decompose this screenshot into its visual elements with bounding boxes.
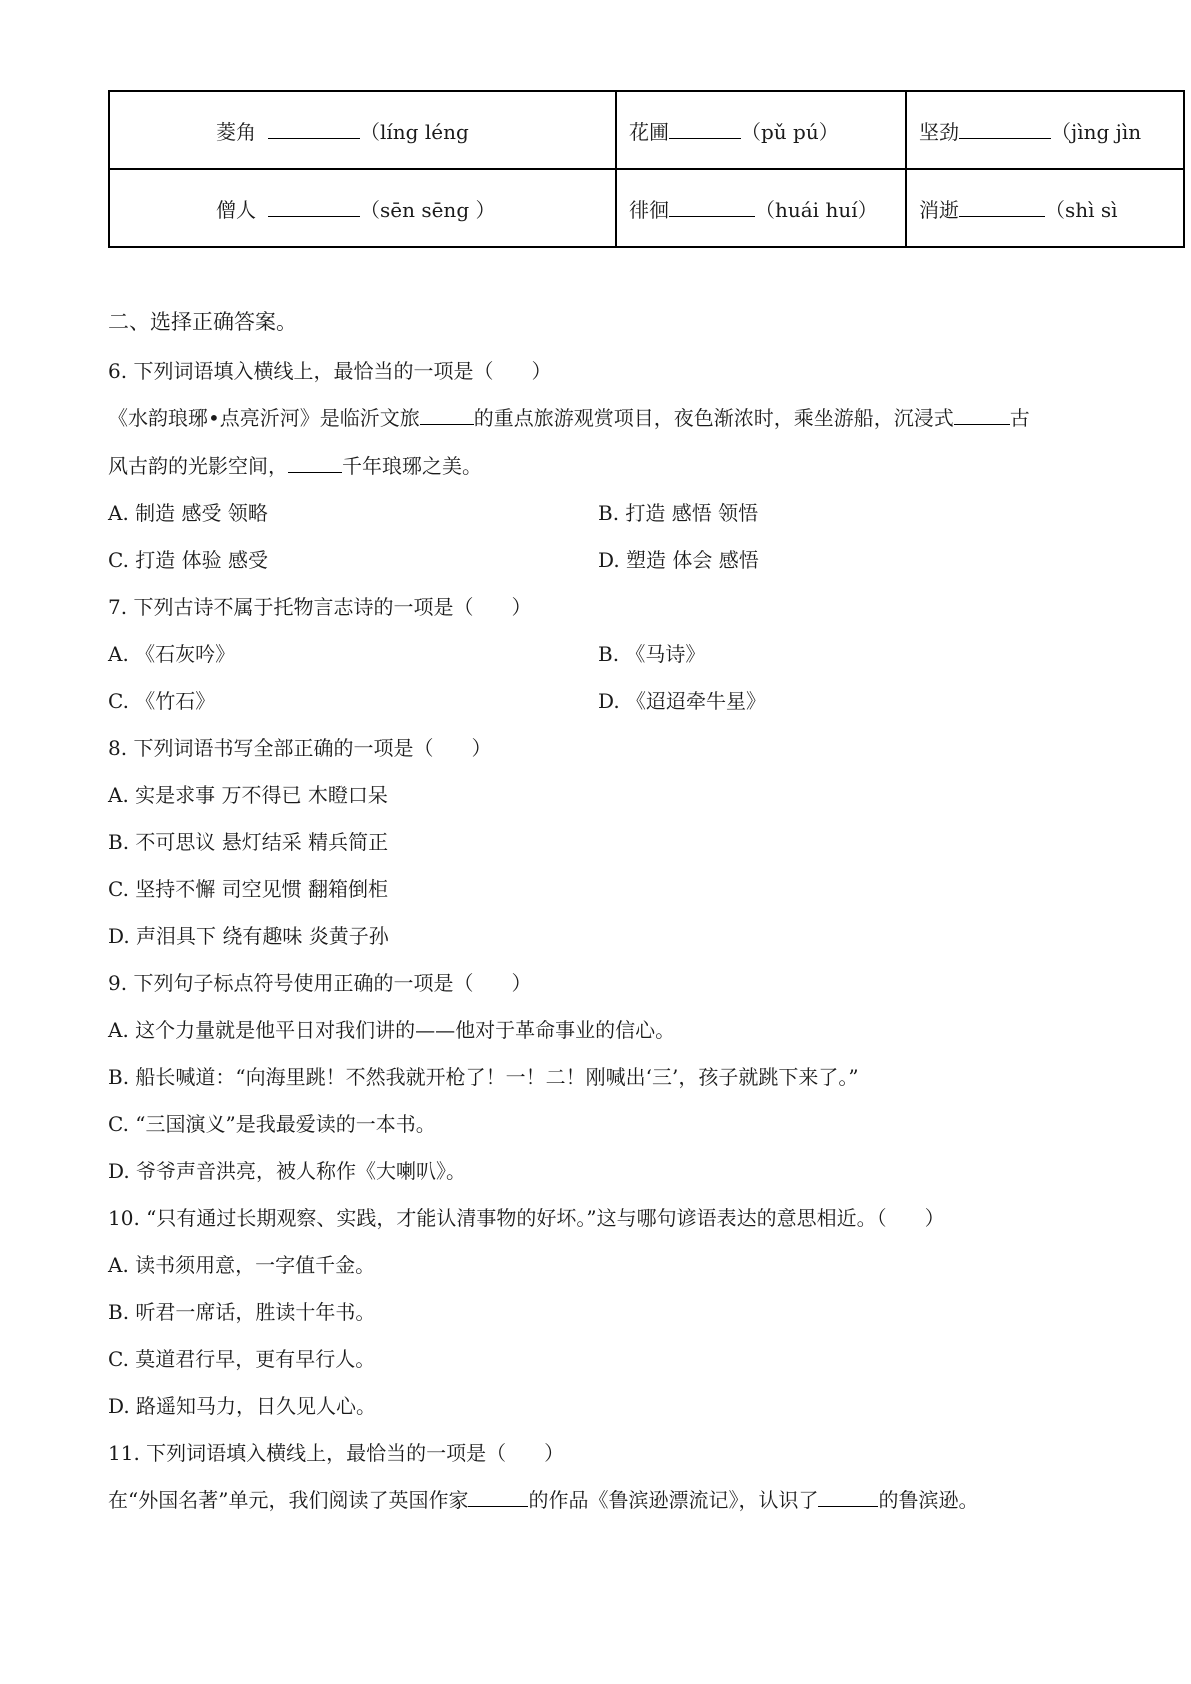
stem-close: ）: [511, 971, 532, 995]
stem-close: ）: [511, 595, 532, 619]
question-stem: [108, 593, 531, 621]
stem-close: ）: [544, 1441, 565, 1465]
question-stem: [108, 1439, 564, 1467]
answer-blank[interactable]: [468, 1488, 528, 1507]
option-b[interactable]: B. 《马诗》: [598, 642, 706, 666]
cell-pinyin: （huái huí）: [755, 197, 878, 222]
option-a[interactable]: A. 制造 感受 领略: [108, 501, 268, 525]
option-c[interactable]: C. 《竹石》: [108, 689, 216, 713]
table-cell: [906, 169, 1184, 247]
option-c[interactable]: C. 打造 体验 感受: [108, 548, 269, 572]
option-b[interactable]: B. 船长喊道：“向海里跳！不然我就开枪了！一！二！刚喊出‘三’，孩子就跳下来了。”: [108, 1065, 859, 1089]
passage-text: 风古韵的光影空间，: [108, 454, 288, 478]
passage-text: 的重点旅游观赏项目，夜色渐浓时，乘坐游船，沉浸式: [473, 406, 954, 430]
question-passage: [108, 1486, 978, 1514]
cell-pinyin: （sēn sēng ）: [360, 197, 496, 222]
stem-close: ）: [924, 1206, 945, 1230]
table-row: [109, 91, 1184, 169]
cell-pinyin: （líng léng: [360, 119, 469, 144]
option-a[interactable]: A. 读书须用意，一字值千金。: [108, 1253, 376, 1277]
table-cell: [616, 91, 906, 169]
answer-blank[interactable]: [954, 406, 1010, 425]
answer-blank[interactable]: [959, 200, 1045, 217]
cell-word: 僧人: [216, 197, 256, 222]
question-stem: [108, 734, 491, 762]
cell-pinyin: （pǔ pú）: [741, 119, 839, 144]
option-d[interactable]: D. 《迢迢牵牛星》: [598, 689, 767, 713]
stem-text: 7. 下列古诗不属于托物言志诗的一项是（: [108, 595, 474, 619]
stem-text: 11. 下列词语填入横线上，最恰当的一项是（: [108, 1441, 507, 1465]
table-cell: [616, 169, 906, 247]
answer-blank[interactable]: [420, 406, 474, 425]
option-d[interactable]: D. 路遥知马力，日久见人心。: [108, 1394, 377, 1418]
passage-text: 古: [1009, 406, 1030, 430]
table-cell: [109, 91, 616, 169]
option-c[interactable]: C. 坚持不懈 司空见惯 翻箱倒柜: [108, 877, 389, 901]
question-passage: [108, 404, 1030, 432]
option-a[interactable]: A. 《石灰吟》: [108, 642, 236, 666]
cell-pinyin: （jìng jìn: [1051, 119, 1142, 144]
pinyin-table: [108, 90, 1185, 248]
passage-text: 在“外国名著”单元，我们阅读了英国作家: [108, 1488, 469, 1512]
question-stem: [108, 969, 531, 997]
stem-text: 6. 下列词语填入横线上，最恰当的一项是（: [108, 359, 494, 383]
option-d[interactable]: D. 声泪具下 绕有趣味 炎黄子孙: [108, 924, 389, 948]
passage-text: 的作品《鲁滨逊漂流记》，认识了: [528, 1488, 819, 1512]
answer-blank[interactable]: [288, 454, 342, 473]
option-b[interactable]: B. 不可思议 悬灯结采 精兵简正: [108, 830, 389, 854]
answer-blank[interactable]: [669, 122, 741, 139]
table-cell: [906, 91, 1184, 169]
cell-word: 徘徊: [629, 197, 669, 222]
option-b[interactable]: B. 听君一席话，胜读十年书。: [108, 1300, 376, 1324]
cell-word: 菱角: [216, 119, 256, 144]
answer-blank[interactable]: [669, 200, 755, 217]
section-title: 二、选择正确答案。: [108, 310, 297, 334]
option-a[interactable]: A. 这个力量就是他平日对我们讲的——他对于革命事业的信心。: [108, 1018, 676, 1042]
stem-text: 8. 下列词语书写全部正确的一项是（: [108, 736, 434, 760]
stem-close: ）: [471, 736, 492, 760]
cell-pinyin: （shì sì: [1045, 197, 1118, 222]
stem-text: 9. 下列句子标点符号使用正确的一项是（: [108, 971, 474, 995]
question-stem: [108, 357, 551, 385]
cell-word: 坚劲: [919, 119, 959, 144]
answer-blank[interactable]: [959, 122, 1051, 139]
cell-word: 消逝: [919, 197, 959, 222]
table-cell: [109, 169, 616, 247]
passage-text: 的鲁滨逊。: [878, 1488, 979, 1512]
question-passage: [108, 452, 482, 480]
answer-blank[interactable]: [268, 122, 360, 139]
stem-close: ）: [531, 359, 552, 383]
stem-text: 10. “只有通过长期观察、实践，才能认清事物的好坏。”这与哪句谚语表达的意思相近。（: [108, 1206, 887, 1230]
option-a[interactable]: A. 实是求事 万不得已 木瞪口呆: [108, 783, 388, 807]
option-b[interactable]: B. 打造 感悟 领悟: [598, 501, 759, 525]
question-stem: [108, 1204, 945, 1232]
option-c[interactable]: C. “三国演义”是我最爱读的一本书。: [108, 1112, 436, 1136]
answer-blank[interactable]: [268, 200, 360, 217]
table-row: [109, 169, 1184, 247]
cell-word: 花圃: [629, 119, 669, 144]
option-c[interactable]: C. 莫道君行早，更有早行人。: [108, 1347, 376, 1371]
passage-text: 《水韵琅琊•点亮沂河》是临沂文旅: [108, 406, 420, 430]
option-d[interactable]: D. 爷爷声音洪亮，被人称作《大喇叭》。: [108, 1159, 467, 1183]
answer-blank[interactable]: [818, 1488, 878, 1507]
option-d[interactable]: D. 塑造 体会 感悟: [598, 548, 759, 572]
passage-text: 千年琅琊之美。: [342, 454, 482, 478]
